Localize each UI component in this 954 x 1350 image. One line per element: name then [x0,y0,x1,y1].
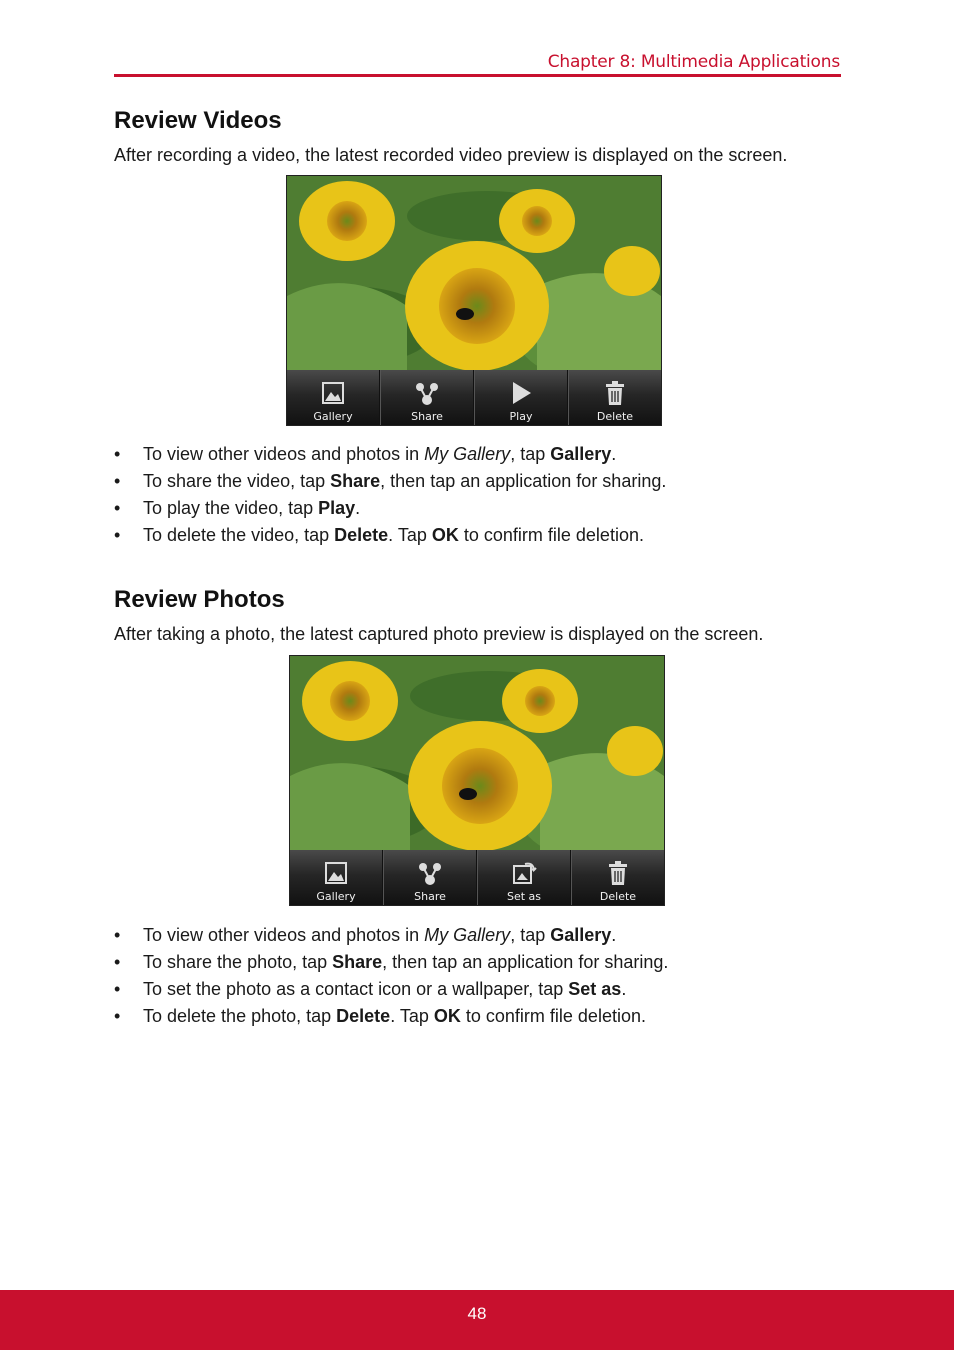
gallery-button[interactable] [290,850,383,905]
share-icon [417,860,443,886]
video-review-toolbar [287,370,661,425]
gallery-label: Gallery [313,410,353,423]
section-heading-review-photos: Review Photos [114,586,285,613]
play-button[interactable] [474,370,568,425]
video-bullet-list [114,441,666,549]
play-label: Play [509,410,533,423]
section-heading-review-videos: Review Videos [114,107,282,134]
photo-preview-screenshot [289,655,665,906]
list-item: • To delete the video, tap Delete. Tap OK to confirm file deletion. [114,525,644,545]
photo-bullet-list [114,922,668,1030]
gallery-icon [320,380,346,406]
delete-icon [602,380,628,406]
set-as-label: Set as [506,890,542,903]
set-as-button[interactable] [477,850,571,905]
list-item: • To share the video, tap Share, then tap an application for sharing. [114,471,667,491]
sunflower-photo [287,176,661,372]
list-item: • To view other videos and photos in My Gallery, tap Gallery. [114,444,617,464]
share-button[interactable] [383,850,477,905]
list-item: • To delete the photo, tap Delete. Tap OK to confirm file deletion. [114,1006,646,1026]
list-item: • To play the video, tap Play. [114,498,361,518]
photo-review-toolbar [290,850,664,905]
header-rule [114,74,841,77]
section-intro-photos: After taking a photo, the latest captured photo preview is displayed on the screen. [114,624,764,644]
list-item: • To share the photo, tap Share, then tap an application for sharing. [114,952,669,972]
delete-label: Delete [599,890,637,903]
set-as-icon [511,860,537,886]
video-preview-screenshot [286,175,662,426]
play-icon [508,380,534,406]
gallery-button[interactable] [287,370,380,425]
share-icon [414,380,440,406]
share-label: Share [414,890,446,903]
section-intro-videos: After recording a video, the latest recorded video preview is displayed on the screen. [114,145,788,165]
list-item: • To view other videos and photos in My Gallery, tap Gallery. [114,925,617,945]
gallery-label: Gallery [316,890,356,903]
gallery-icon [323,860,349,886]
list-item: • To set the photo as a contact icon or a wallpaper, tap Set as. [114,979,627,999]
share-label: Share [411,410,443,423]
page-number: 48 [467,1304,487,1323]
delete-button[interactable] [568,370,661,425]
share-button[interactable] [380,370,474,425]
delete-label: Delete [596,410,634,423]
chapter-header: Chapter 8: Multimedia Applications [547,52,840,72]
delete-icon [605,860,631,886]
delete-button[interactable] [571,850,664,905]
page-footer [0,1290,954,1350]
sunflower-photo [290,656,664,852]
